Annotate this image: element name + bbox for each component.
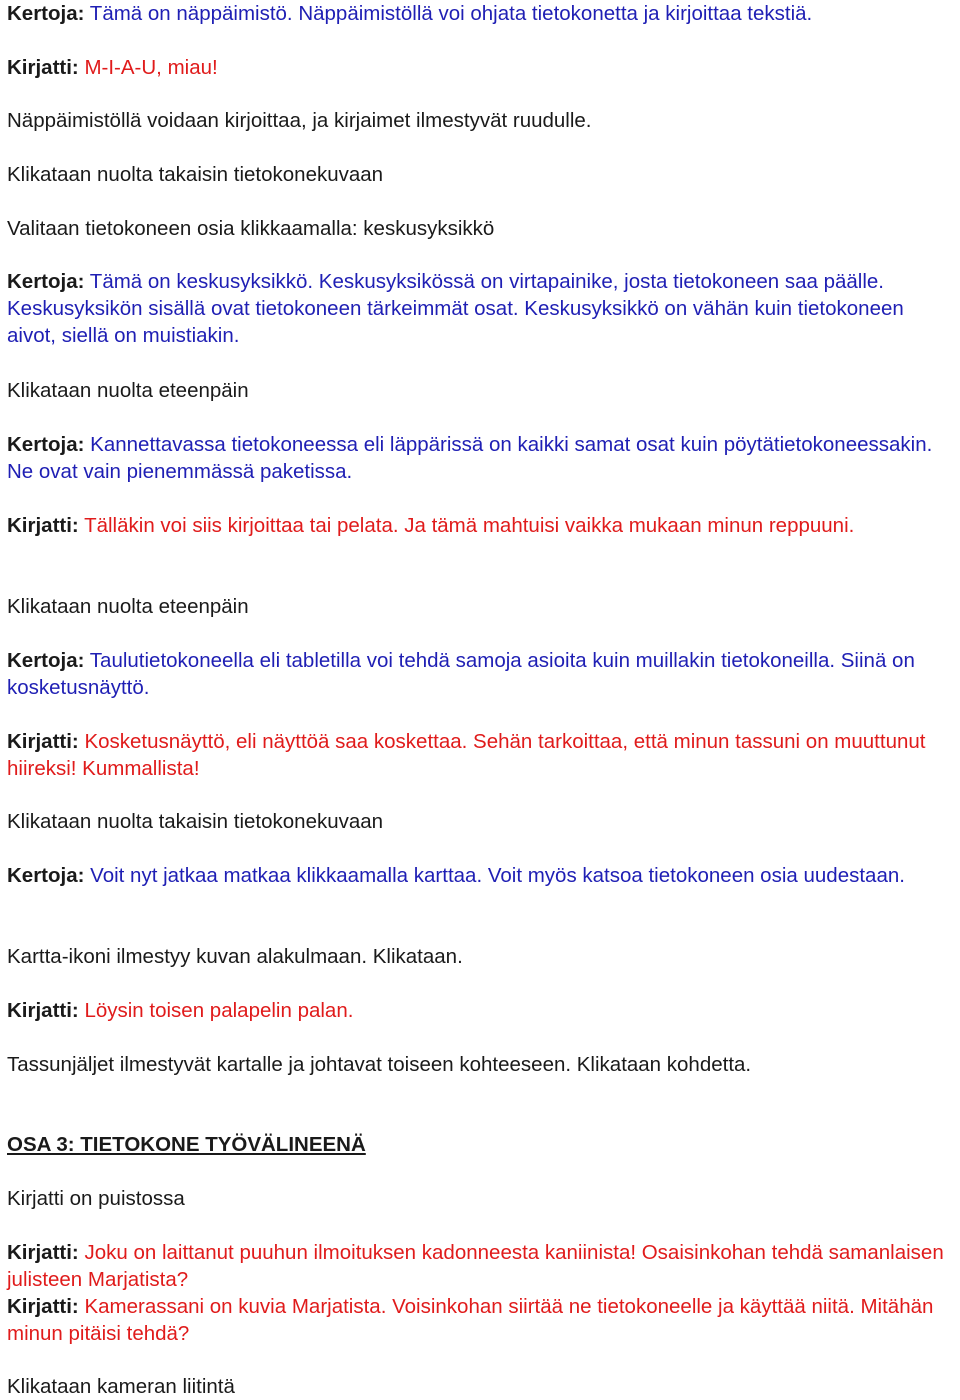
instruction-line: Näppäimistöllä voidaan kirjoittaa, ja kirjaimet ilmestyvät ruudulle. — [7, 109, 592, 132]
dialogue-line-kirjatti — [7, 1293, 957, 1347]
speaker-label: Kirjatti: — [7, 1241, 79, 1264]
speaker-label: Kirjatti: — [7, 999, 79, 1022]
instruction-line: Klikataan nuolta eteenpäin — [7, 595, 249, 618]
dialogue-text: Tälläkin voi siis kirjoittaa tai pelata. Ja tämä mahtuisi vaikka mukaan minun reppuuni. — [84, 514, 855, 537]
instruction-line: Klikataan nuolta takaisin tietokonekuvaan — [7, 810, 384, 833]
instruction-line: Kartta-ikoni ilmestyy kuvan alakulmaan. Klikataan. — [7, 945, 463, 968]
speaker-label: Kertoja: — [7, 2, 85, 25]
dialogue-text: Kamerassani on kuvia Marjatista. Voisinkohan siirtää ne tietokoneelle ja käyttää niitä. Mitähän minun pitäisi tehdä? — [7, 1295, 934, 1345]
speaker-label: Kirjatti: — [7, 730, 79, 753]
dialogue-text: Tämä on näppäimistö. Näppäimistöllä voi ohjata tietokonetta ja kirjoittaa tekstiä. — [89, 2, 813, 25]
instruction-line: Klikataan kameran liitintä — [7, 1375, 235, 1398]
speaker-label: Kirjatti: — [7, 1295, 79, 1318]
instruction-line: Tassunjäljet ilmestyvät kartalle ja johtavat toiseen kohteeseen. Klikataan kohdetta. — [7, 1053, 752, 1076]
section-heading: OSA 3: TIETOKONE TYÖVÄLINEENÄ — [7, 1133, 366, 1156]
speaker-label: Kertoja: — [7, 649, 85, 672]
dialogue-text: Taulutietokoneella eli tabletilla voi tehdä samoja asioita kuin muillakin tietokoneilla. Siinä on kosketusnäyttö. — [7, 649, 915, 699]
dialogue-line-narrator — [7, 0, 957, 27]
dialogue-text: Kannettavassa tietokoneessa eli läppärissä on kaikki samat osat kuin pöytätietokoneessakin. Ne ovat vain pienemmässä paketissa. — [7, 433, 933, 483]
speaker-label: Kertoja: — [7, 433, 85, 456]
dialogue-text: Tämä on keskusyksikkö. Keskusyksikössä on virtapainike, josta tietokoneen saa päälle. Keskusyksikön sisällä ovat tietokoneen tärkeimmät osat. Keskusyksikkö on vähän kuin tietokoneen aivot, siellä on muistiakin. — [7, 270, 904, 347]
dialogue-line-narrator — [7, 268, 957, 349]
dialogue-text: Joku on laittanut puuhun ilmoituksen kadonneesta kaniinista! Osaisinkohan tehdä samanlaisen julisteen Marjatista? — [7, 1241, 944, 1291]
instruction-line: Klikataan nuolta eteenpäin — [7, 379, 249, 402]
speaker-label: Kertoja: — [7, 864, 85, 887]
instruction-line: Kirjatti on puistossa — [7, 1187, 185, 1210]
dialogue-text: Voit nyt jatkaa matkaa klikkaamalla karttaa. Voit myös katsoa tietokoneen osia uudestaan. — [90, 864, 905, 887]
speaker-label: Kertoja: — [7, 270, 85, 293]
dialogue-line-narrator — [7, 431, 957, 485]
instruction-line: Valitaan tietokoneen osia klikkaamalla: keskusyksikkö — [7, 217, 495, 240]
dialogue-line-kirjatti — [7, 1239, 957, 1293]
dialogue-line-kirjatti — [7, 54, 957, 81]
dialogue-line-kirjatti — [7, 512, 957, 539]
instruction-line: Klikataan nuolta takaisin tietokonekuvaan — [7, 163, 384, 186]
dialogue-line-kirjatti — [7, 997, 957, 1024]
speaker-label: Kirjatti: — [7, 56, 79, 79]
dialogue-text: Löysin toisen palapelin palan. — [84, 999, 354, 1022]
dialogue-line-narrator — [7, 647, 957, 701]
dialogue-text: M-I-A-U, miau! — [84, 56, 218, 79]
dialogue-line-narrator — [7, 862, 957, 889]
dialogue-line-kirjatti — [7, 728, 957, 782]
dialogue-text: Kosketusnäyttö, eli näyttöä saa koskettaa. Sehän tarkoittaa, että minun tassuni on muuttunut hiireksi! Kummallista! — [7, 730, 926, 780]
speaker-label: Kirjatti: — [7, 514, 79, 537]
